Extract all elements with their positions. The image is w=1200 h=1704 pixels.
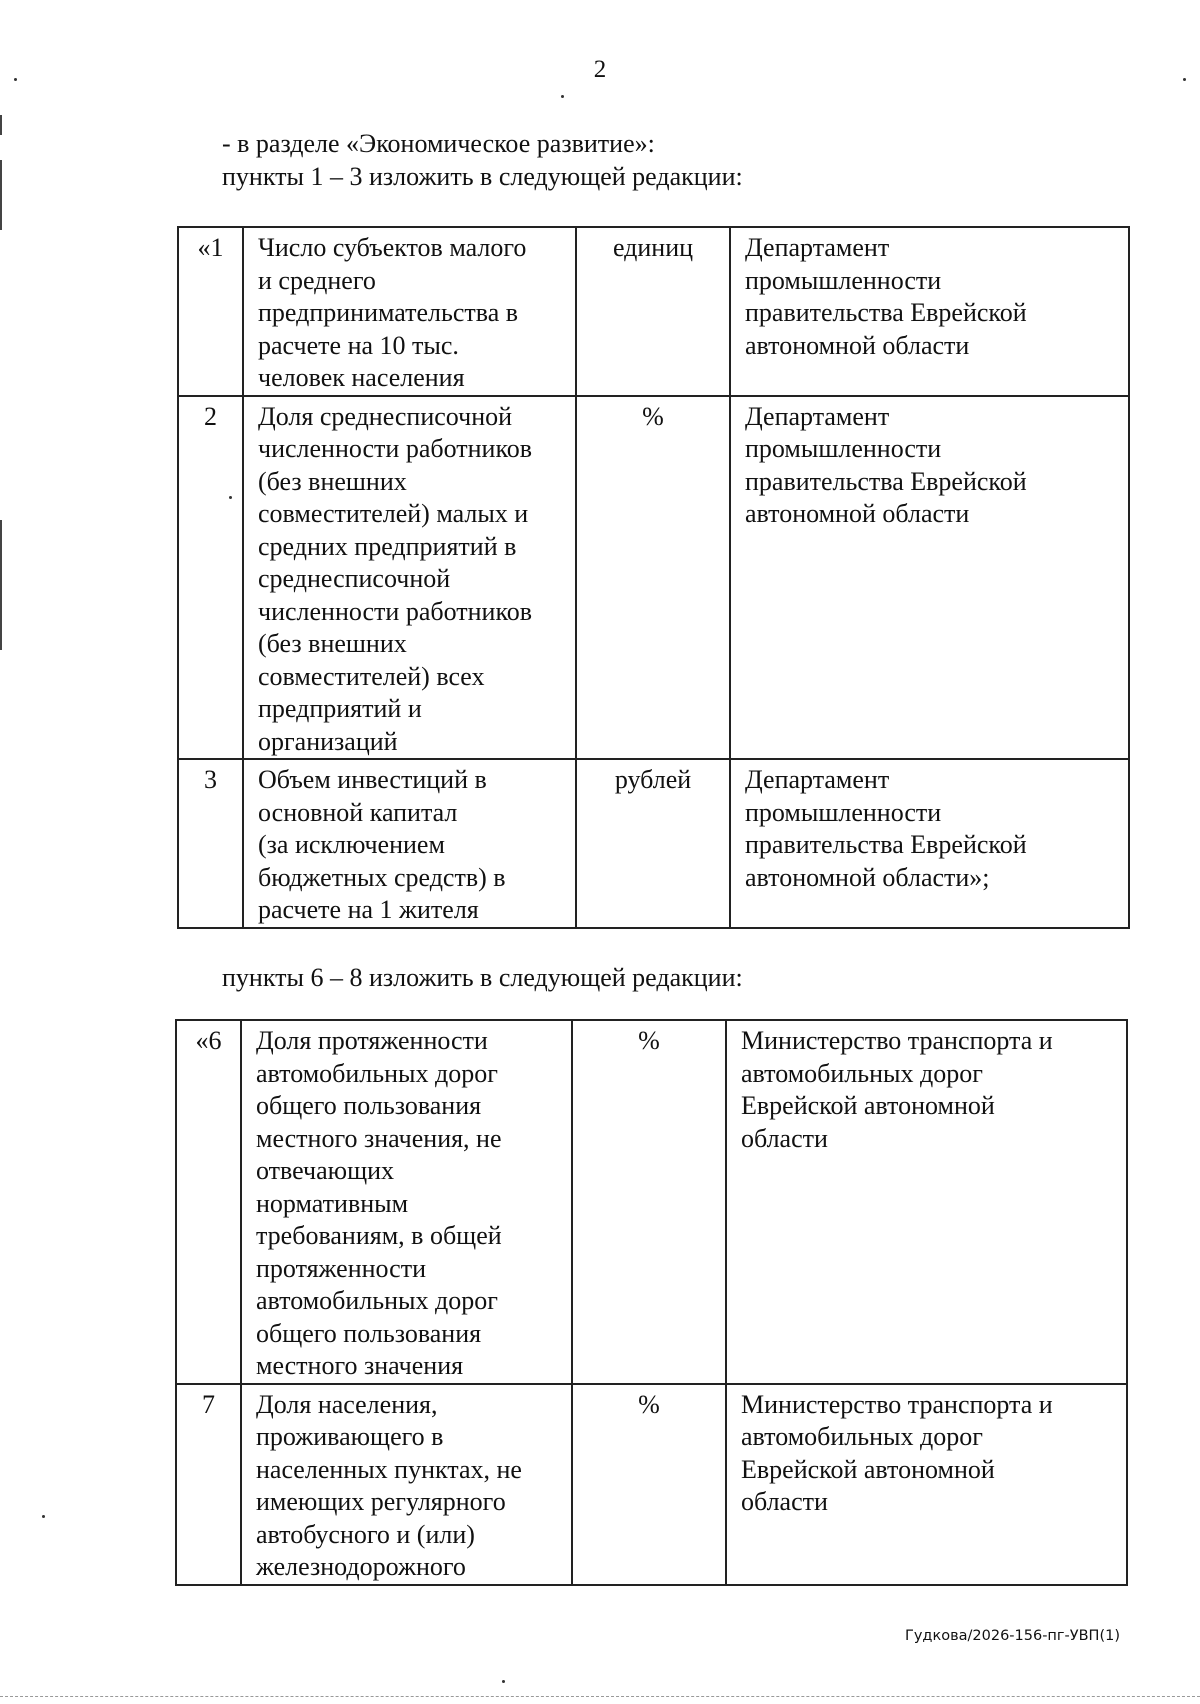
responsible-department	[726, 1384, 1127, 1585]
scan-bottom-strip	[0, 1696, 1200, 1699]
scan-speck	[502, 1680, 505, 1683]
text-line: автомобильных дорог	[741, 1422, 983, 1451]
row-number: 7	[176, 1384, 241, 1585]
text-line: общего пользования	[256, 1318, 482, 1348]
text-line: железнодорожного	[256, 1552, 466, 1581]
text-line: автомобильных дорог	[256, 1058, 498, 1088]
text-line: местного значения	[256, 1351, 464, 1380]
responsible-department	[730, 759, 1129, 928]
text-line: численности работников	[258, 434, 533, 463]
unit: %	[572, 1020, 726, 1384]
table-row	[178, 227, 1129, 396]
row-number: «6	[176, 1020, 241, 1384]
unit: рублей	[576, 759, 730, 928]
text-line: Число субъектов малого	[258, 233, 527, 262]
text-line: средних предприятий в	[258, 531, 517, 561]
scan-edge-mark	[0, 115, 2, 135]
text-line: отвечающих	[256, 1156, 395, 1185]
text-line: Объем инвестиций в	[258, 765, 487, 794]
text-line: промышленности	[745, 797, 942, 827]
text-line: Доля населения,	[256, 1389, 438, 1419]
scan-edge-mark	[0, 520, 2, 650]
text-line: основной капитал	[258, 797, 458, 827]
text-line: правительства Еврейской	[745, 298, 1027, 327]
unit: %	[572, 1384, 726, 1585]
scan-speck	[14, 78, 17, 81]
indicator-name	[243, 396, 576, 760]
text-line: и среднего	[258, 265, 376, 295]
text-line: требованиям, в общей	[256, 1221, 502, 1250]
unit: единиц	[576, 227, 730, 396]
text-line: человек населения	[258, 363, 465, 392]
text-line: автомобильных дорог	[256, 1286, 498, 1315]
text-line: правительства Еврейской	[745, 466, 1027, 496]
text-line: предпринимательства в	[258, 298, 519, 327]
text-line: автомобильных дорог	[741, 1058, 983, 1088]
text-line: Департамент	[745, 401, 890, 431]
responsible-department	[726, 1020, 1127, 1384]
text-line: совместителей) малых и	[258, 499, 529, 528]
text-line: Департамент	[745, 765, 890, 794]
text-line: имеющих регулярного	[256, 1487, 506, 1516]
text-line: расчете на 1 жителя	[258, 895, 479, 924]
text-line: автономной области	[745, 499, 970, 528]
text-line: населенных пунктах, не	[256, 1454, 522, 1484]
text-line: совместителей) всех	[258, 661, 485, 691]
text-line: Доля протяженности	[256, 1026, 488, 1055]
scan-speck	[42, 1515, 45, 1518]
text-line: промышленности	[745, 265, 942, 295]
text-line: общего пользования	[256, 1091, 482, 1120]
text-line: расчете на 10 тыс.	[258, 330, 459, 360]
text-line: (без внешних	[258, 629, 407, 658]
intro-line: пункты 6 – 8 изложить в следующей редакции:	[222, 963, 743, 992]
text-line: области	[741, 1123, 828, 1153]
text-line: проживающего в	[256, 1422, 444, 1451]
indicator-name	[241, 1020, 572, 1384]
text-line: бюджетных средств) в	[258, 862, 506, 892]
section-intro-economic	[222, 127, 743, 193]
text-line: среднесписочной	[258, 564, 451, 593]
text-line: Министерство транспорта и	[741, 1389, 1053, 1419]
scan-edge-mark	[0, 160, 2, 230]
responsible-department	[730, 227, 1129, 396]
section-intro-items-6-8	[222, 961, 743, 994]
table-row	[178, 759, 1129, 928]
text-line: Доля среднесписочной	[258, 401, 513, 431]
indicator-name	[243, 759, 576, 928]
text-line: нормативным	[256, 1188, 409, 1218]
text-line: области	[741, 1487, 828, 1516]
text-line: правительства Еврейской	[745, 830, 1027, 859]
text-line: промышленности	[745, 434, 942, 463]
intro-line: пункты 1 – 3 изложить в следующей редакции:	[222, 162, 743, 191]
row-number: «1	[178, 227, 243, 396]
document-footer-code: Гудкова/2026-156-пг-УВП(1)	[905, 1628, 1120, 1644]
row-number: 2	[178, 396, 243, 760]
scan-speck	[1183, 78, 1186, 81]
intro-line: - в разделе «Экономическое развитие»:	[222, 129, 655, 158]
text-line: автономной области	[745, 330, 970, 360]
text-line: численности работников	[258, 596, 533, 626]
indicators-table-2	[175, 1019, 1128, 1586]
table-row	[176, 1384, 1127, 1585]
table-row	[178, 396, 1129, 760]
scan-speck	[561, 95, 564, 98]
text-line: Еврейской автономной	[741, 1454, 995, 1484]
text-line: местного значения, не	[256, 1123, 502, 1153]
unit: %	[576, 396, 730, 760]
text-line: протяженности	[256, 1253, 427, 1283]
indicator-name	[243, 227, 576, 396]
text-line: Еврейской автономной	[741, 1091, 995, 1120]
indicators-table-1	[177, 226, 1130, 929]
text-line: Департамент	[745, 233, 890, 262]
text-line: автобусного и (или)	[256, 1519, 475, 1549]
text-line: предприятий и	[258, 694, 422, 723]
indicator-name	[241, 1384, 572, 1585]
row-number: 3	[178, 759, 243, 928]
text-line: (без внешних	[258, 466, 407, 496]
responsible-department	[730, 396, 1129, 760]
table-row	[176, 1020, 1127, 1384]
text-line: (за исключением	[258, 830, 445, 859]
text-line: организаций	[258, 726, 398, 756]
scan-speck	[229, 496, 232, 499]
text-line: автономной области»;	[745, 862, 990, 892]
text-line: Министерство транспорта и	[741, 1026, 1053, 1055]
page-number: 2	[593, 56, 607, 83]
